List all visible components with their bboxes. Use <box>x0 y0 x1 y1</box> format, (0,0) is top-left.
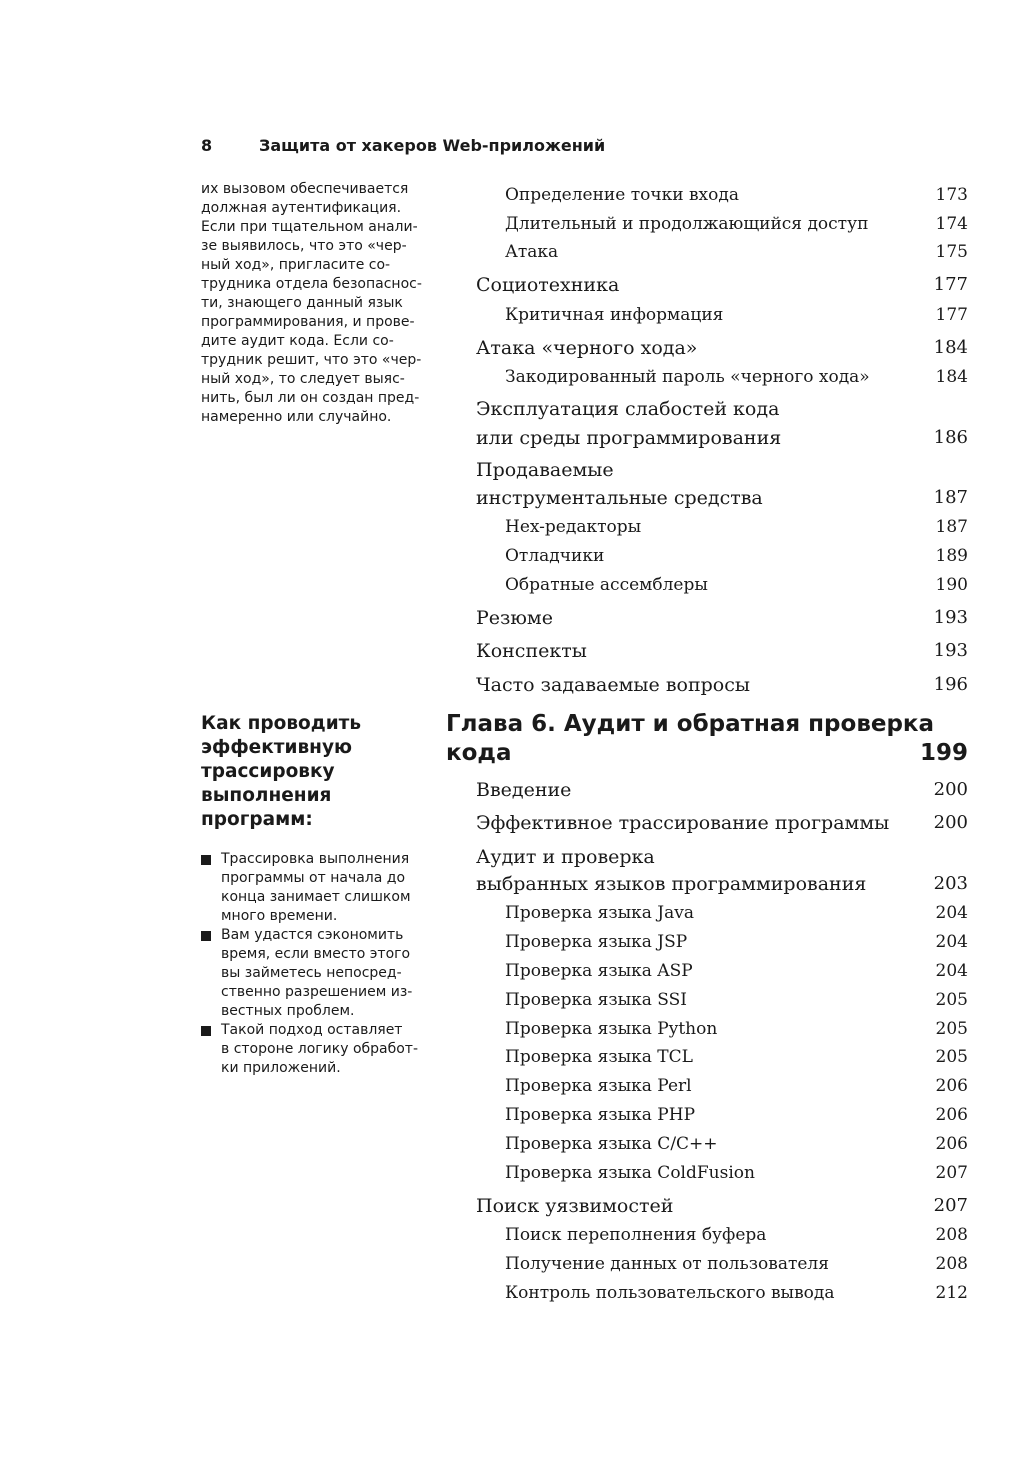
toc-entry-title: Критичная информация <box>505 305 724 325</box>
bullet-line: вестных проблем. <box>221 1003 355 1019</box>
sidebar-box-title-line: выполнения <box>201 785 332 806</box>
toc-entry <box>446 899 968 927</box>
margin-note-line: их вызовом обеспечивается <box>201 181 409 197</box>
toc-entry-title: Конспекты <box>476 640 587 662</box>
toc-entry-title: Проверка языка ASP <box>505 961 693 981</box>
toc-entry <box>446 424 968 452</box>
page-number: 8 <box>201 136 213 155</box>
bullet-line: время, если вместо этого <box>221 946 411 962</box>
toc-entry-page: 189 <box>935 546 968 566</box>
toc-entry-page: 200 <box>933 812 968 833</box>
toc-entry-title: Социотехника <box>476 274 620 296</box>
toc-entry-page: 173 <box>935 185 968 205</box>
toc-entry-page: 207 <box>935 1163 968 1183</box>
toc-entry-title: Поиск уязвимостей <box>476 1195 674 1217</box>
sidebar-box-title-line: программ: <box>201 809 313 830</box>
toc-entry-title: Проверка языка TCL <box>505 1047 693 1067</box>
toc-entry <box>446 1250 968 1278</box>
toc-entry <box>446 809 968 837</box>
sidebar-box-title-line: эффективную <box>201 737 352 758</box>
toc-entry <box>446 395 968 423</box>
sidebar-box-title <box>201 712 426 832</box>
toc-entry-title: Аудит и проверка <box>476 846 655 868</box>
margin-note-line: программирования, и прове- <box>201 314 415 330</box>
chapter-title-line: кода <box>446 740 512 766</box>
toc-entry <box>446 1043 968 1071</box>
bullet-line: ки приложений. <box>221 1060 341 1076</box>
toc-entry <box>446 986 968 1014</box>
bullet-line: Трассировка выполнения <box>221 851 410 867</box>
toc-entry-title: Проверка языка SSI <box>505 990 688 1010</box>
toc-entry-title: Поиск переполнения буфера <box>505 1225 767 1245</box>
toc-entry <box>446 484 968 512</box>
toc-entry-page: 184 <box>933 337 968 358</box>
toc-entry-page: 205 <box>935 1019 968 1039</box>
toc-entry-page: 174 <box>935 214 968 234</box>
chapter-heading <box>446 710 968 768</box>
chapter-title-line: Глава 6. Аудит и обратная проверка <box>446 711 935 737</box>
margin-note-line: ный ход», пригласите со- <box>201 257 391 273</box>
toc-entry-page: 203 <box>933 873 968 894</box>
toc-entry <box>446 571 968 599</box>
bullet-item <box>201 926 426 1021</box>
toc-entry <box>446 363 968 391</box>
toc-entry-title: Продаваемые <box>476 459 614 481</box>
sidebar-box <box>201 712 426 1078</box>
toc-entry-title: Проверка языка Java <box>505 903 695 923</box>
toc-entry-title: Получение данных от пользователя <box>505 1254 829 1274</box>
toc-entry <box>446 1279 968 1307</box>
toc-entry <box>446 1015 968 1043</box>
bullet-line: в стороне логику обработ- <box>221 1041 419 1057</box>
toc-entry-page: 205 <box>935 990 968 1010</box>
toc-entry-page: 193 <box>933 607 968 628</box>
toc-entry-page: 184 <box>935 367 968 387</box>
toc-entry-title: Проверка языка ColdFusion <box>505 1163 755 1183</box>
toc-entry-title: Атака <box>505 242 559 262</box>
toc-entry-page: 187 <box>935 517 968 537</box>
margin-note <box>201 180 421 427</box>
toc-entry-title: Проверка языка Python <box>505 1019 718 1039</box>
toc-entry <box>446 604 968 632</box>
bullet-line: вы займетесь непосред- <box>221 965 402 981</box>
toc-entry <box>446 1130 968 1158</box>
toc-entry <box>446 181 968 209</box>
toc-entry <box>446 671 968 699</box>
toc-entry-title: Эксплуатация слабостей кода <box>476 398 780 420</box>
bullet-line: много времени. <box>221 908 338 924</box>
toc-entry-page: 212 <box>935 1283 968 1303</box>
toc-entry-title: Эффективное трассирование программы <box>476 812 890 834</box>
margin-note-line: трудника отдела безопаснос- <box>201 276 422 292</box>
book-title: Защита от хакеров Web-приложений <box>259 136 606 155</box>
toc-entry-title: Проверка языка PHP <box>505 1105 696 1125</box>
toc-entry-page: 200 <box>933 779 968 800</box>
square-bullet-icon <box>201 931 211 941</box>
bullet-item <box>201 850 426 926</box>
toc-entry-page: 207 <box>933 1195 968 1216</box>
toc-entry-page: 177 <box>933 274 968 295</box>
toc-entry-title: Атака «черного хода» <box>476 337 698 359</box>
toc-entry <box>446 1221 968 1249</box>
margin-note-line: ный ход», то следует выяс- <box>201 371 405 387</box>
toc-entry-title: Длительный и продолжающийся доступ <box>505 214 869 234</box>
margin-note-line: зе выявилось, что это «чер- <box>201 238 407 254</box>
toc-entry-page: 196 <box>933 674 968 695</box>
toc-entry-title: или среды программирования <box>476 427 782 449</box>
toc-entry-title: инструментальные средства <box>476 487 763 509</box>
toc-entry <box>446 1159 968 1187</box>
bullet-line: ственно разрешением из- <box>221 984 413 1000</box>
bullet-line: программы от начала до <box>221 870 406 886</box>
toc-entry <box>446 928 968 956</box>
square-bullet-icon <box>201 1026 211 1036</box>
toc-entry-title: Проверка языка C/C++ <box>505 1134 718 1154</box>
toc-entry <box>446 843 968 871</box>
margin-note-line: ти, знающего данный язык <box>201 295 403 311</box>
toc-entry-title: Часто задаваемые вопросы <box>476 674 750 696</box>
bullet-line: конца занимает слишком <box>221 889 411 905</box>
toc-entry-title: Закодированный пароль «черного хода» <box>505 367 870 387</box>
margin-note-line: трудник решит, что это «чер- <box>201 352 422 368</box>
toc-entry-title: Hex-редакторы <box>505 517 642 537</box>
toc-entry-title: Обратные ассемблеры <box>505 575 708 595</box>
toc-entry-title: Определение точки входа <box>505 185 739 205</box>
toc-entry-page: 206 <box>935 1076 968 1096</box>
toc-entry-page: 204 <box>935 961 968 981</box>
toc-entry-title: Отладчики <box>505 546 605 566</box>
toc-entry <box>446 870 968 898</box>
toc-entry-page: 204 <box>935 903 968 923</box>
toc-entry-page: 186 <box>933 427 968 448</box>
toc-entry <box>446 542 968 570</box>
toc-entry <box>446 334 968 362</box>
toc-entry <box>446 301 968 329</box>
toc-entry-page: 205 <box>935 1047 968 1067</box>
bullet-line: Вам удастся сэкономить <box>221 927 404 943</box>
toc-entry-page: 206 <box>935 1134 968 1154</box>
bullet-list <box>201 850 426 1078</box>
bullet-line: Такой подход оставляет <box>221 1022 403 1038</box>
toc-entry <box>446 1101 968 1129</box>
toc-entry-title: Контроль пользовательского вывода <box>505 1283 835 1303</box>
toc-entry <box>446 456 968 484</box>
margin-note-line: Если при тщательном анали- <box>201 219 418 235</box>
toc-entry <box>446 957 968 985</box>
toc-entry <box>446 271 968 299</box>
chapter-page: 199 <box>919 740 968 766</box>
sidebar-box-title-line: трассировку <box>201 761 335 782</box>
sidebar-box-title-line: Как проводить <box>201 713 362 734</box>
toc-entry <box>446 238 968 266</box>
toc-entry-title: Введение <box>476 779 572 801</box>
toc-entry-title: Проверка языка Perl <box>505 1076 692 1096</box>
toc-entry <box>446 637 968 665</box>
toc-entry-title: выбранных языков программирования <box>476 873 867 895</box>
toc-entry <box>446 1072 968 1100</box>
toc-entry-page: 187 <box>933 487 968 508</box>
margin-note-line: должная аутентификация. <box>201 200 402 216</box>
square-bullet-icon <box>201 855 211 865</box>
margin-note-line: намеренно или случайно. <box>201 409 392 425</box>
toc-entry-page: 208 <box>935 1225 968 1245</box>
toc-entry <box>446 210 968 238</box>
toc-entry <box>446 1192 968 1220</box>
toc-entry-page: 175 <box>935 242 968 262</box>
toc-entry-title: Проверка языка JSP <box>505 932 688 952</box>
toc-entry-page: 206 <box>935 1105 968 1125</box>
toc-entry-page: 193 <box>933 640 968 661</box>
margin-note-line: нить, был ли он создан пред- <box>201 390 420 406</box>
margin-note-line: дите аудит кода. Если со- <box>201 333 394 349</box>
toc-entry-page: 204 <box>935 932 968 952</box>
bullet-item <box>201 1021 426 1078</box>
toc-entry-page: 177 <box>935 305 968 325</box>
toc-entry-title: Резюме <box>476 607 553 629</box>
toc-entry-page: 208 <box>935 1254 968 1274</box>
toc-entry <box>446 776 968 804</box>
toc-entry <box>446 513 968 541</box>
toc-entry-page: 190 <box>935 575 968 595</box>
